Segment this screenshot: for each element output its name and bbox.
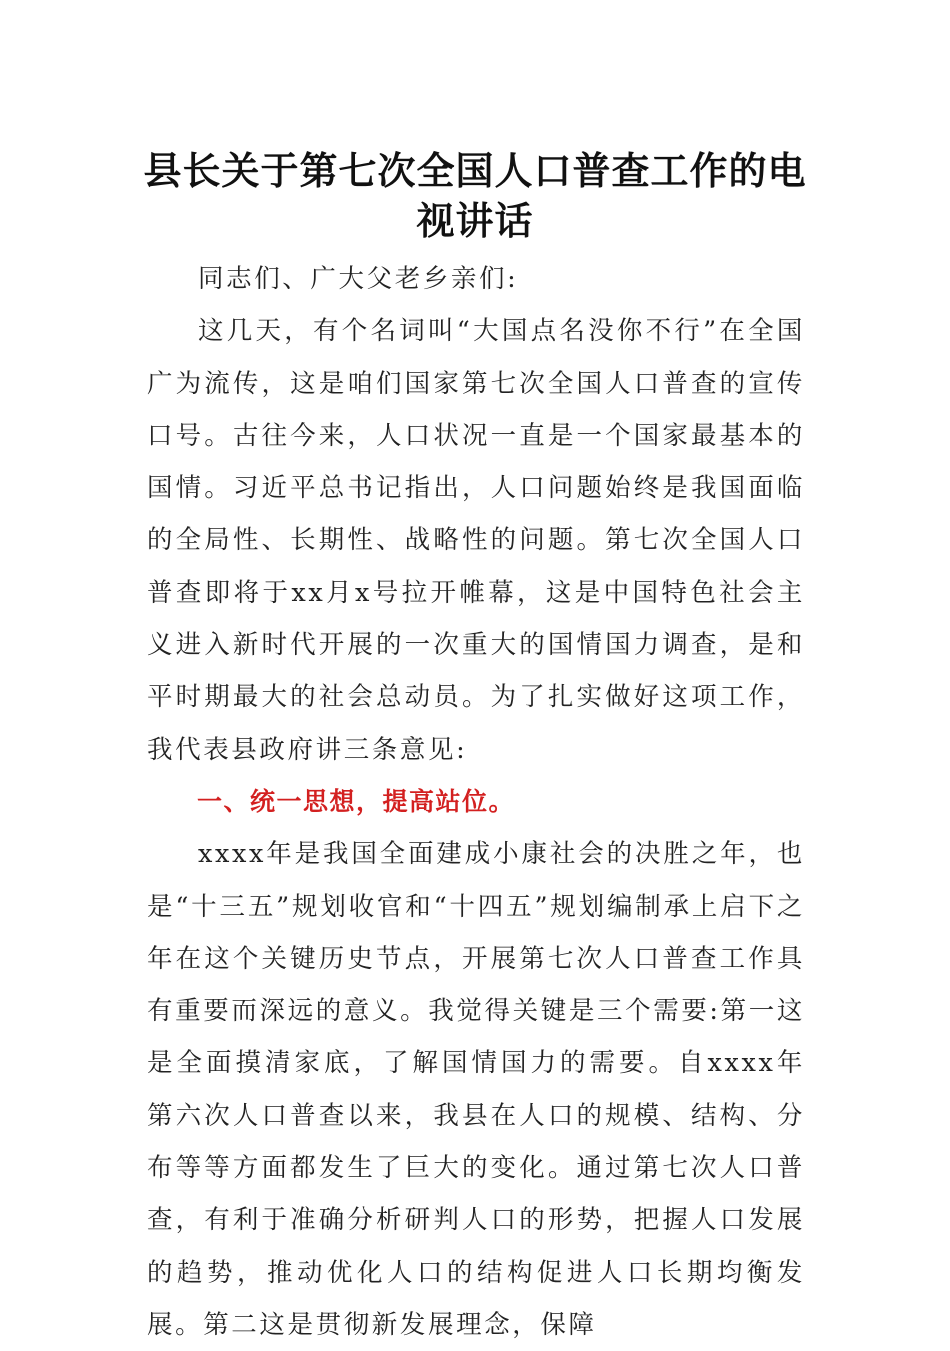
salutation-paragraph: 同志们、广大父老乡亲们: <box>198 264 519 294</box>
document-body <box>147 253 805 1351</box>
section-heading: 一、统一思想，提高站位。 <box>197 786 516 816</box>
section-body-paragraph: xxxx年是我国全面建成小康社会的决胜之年，也是“十三五”规划收官和“十四五”规划编制承上启下之年在这个关键历史节点，开展第七次人口普查工作具有重要而深远的意义。我觉得关键是三个需要:第一这是全面摸清家底，了解国情国力的需要。自xxxx年第六次人口普查以来，我县在人口的规模、结构、分布等等方面都发生了巨大的变化。通过第七次人口普查，有利于准确分析研判人口的形势，把握人口发展的趋势，推动优化人口的结构促进人口长期均衡发展。第二这是贯彻新发展理念，保障 <box>147 839 805 1340</box>
intro-paragraph: 这几天，有个名词叫“大国点名没你不行”在全国广为流传，这是咱们国家第七次全国人口普查的宣传口号。古往今来，人口状况一直是一个国家最基本的国情。习近平总书记指出，人口问题始终是我国面临的全局性、长期性、战略性的问题。第七次全国人口普查即将于xx月x号拉开帷幕，这是中国特色社会主义进入新时代开展的一次重大的国情国力调查，是和平时期最大的社会总动员。为了扎实做好这项工作，我代表县政府讲三条意见: <box>147 316 805 765</box>
document-title: 县长关于第七次全国人口普查工作的电视讲话 <box>143 148 807 243</box>
